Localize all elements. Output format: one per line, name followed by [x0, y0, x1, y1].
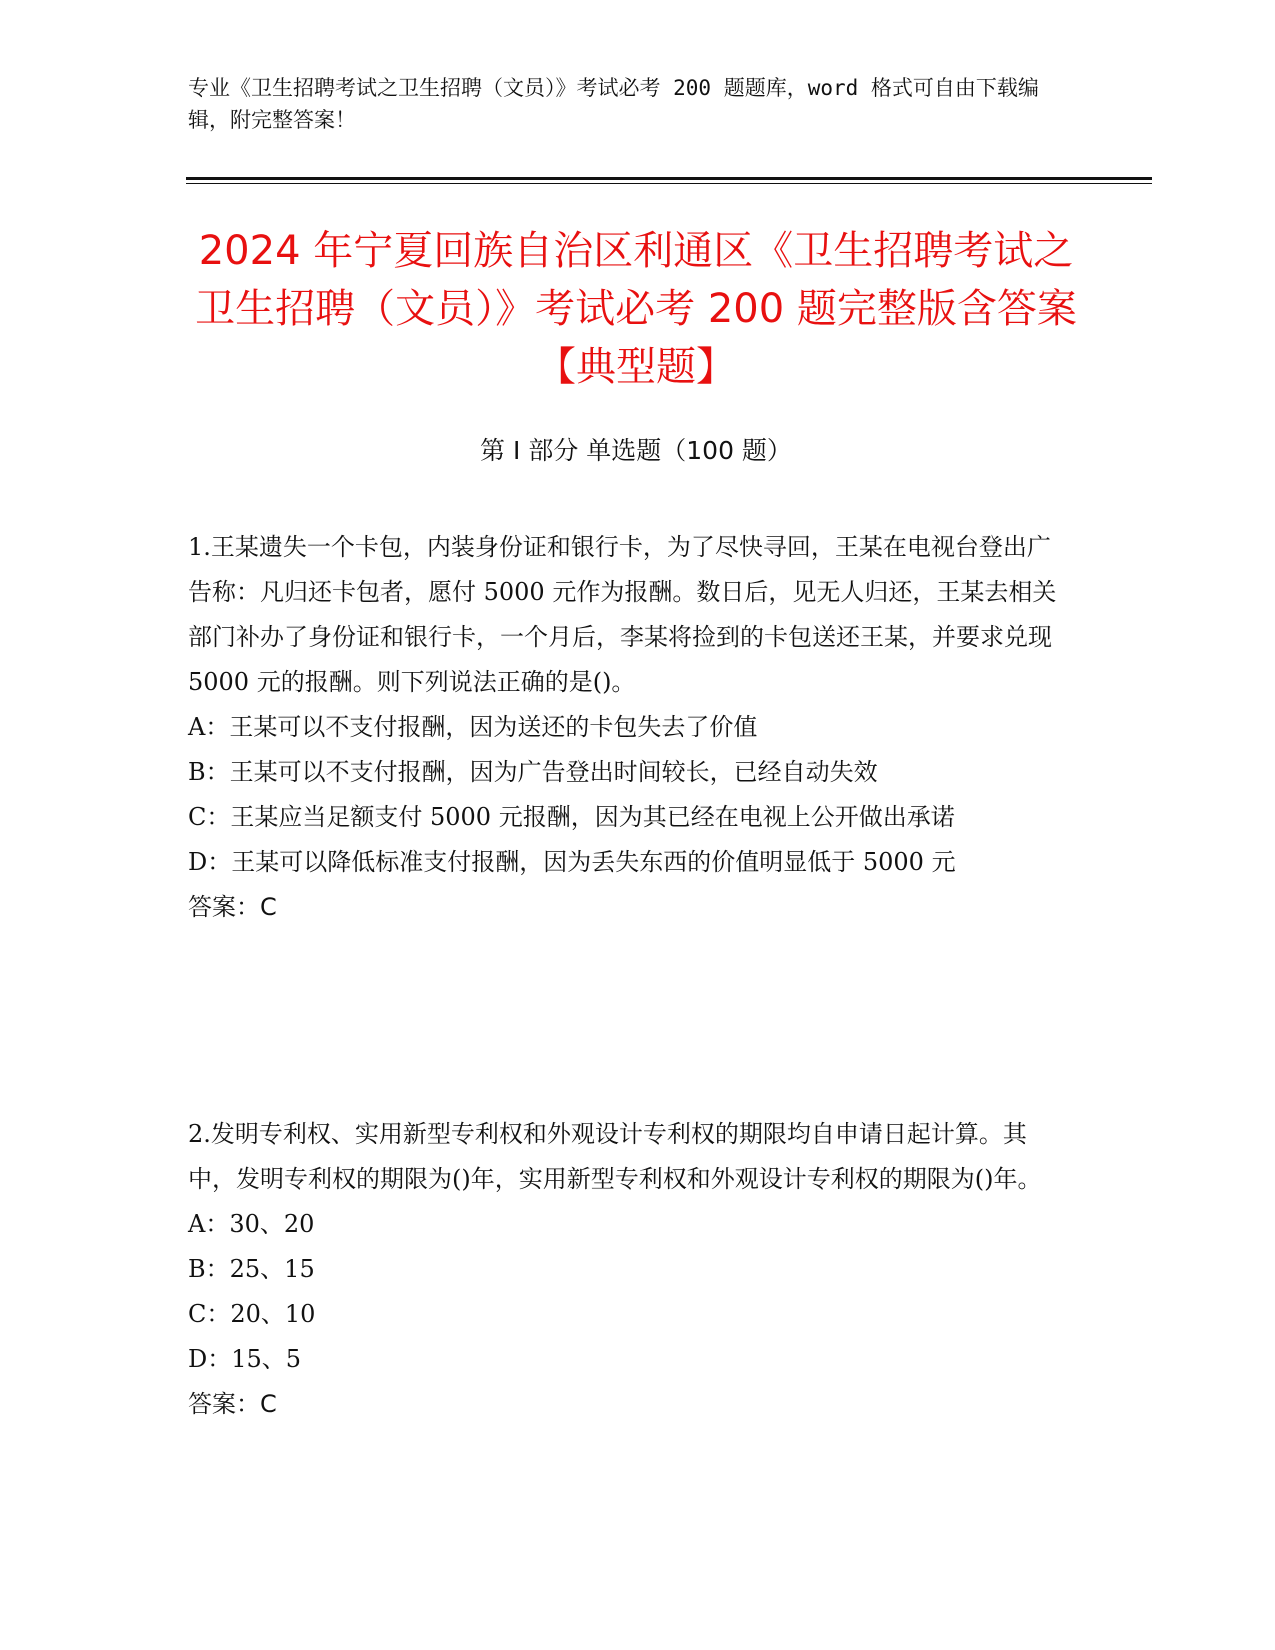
header-divider-thin — [186, 183, 1152, 184]
question-stem: 2.发明专利权、实用新型专利权和外观设计专利权的期限均自申请日起计算。其中，发明专利权的期限为()年，实用新型专利权和外观设计专利权的期限为()年。 — [188, 1120, 1042, 1193]
option-a: A：王某可以不支付报酬，因为送还的卡包失去了价值 — [188, 713, 758, 741]
option-c: C：王某应当足额支付 5000 元报酬，因为其已经在电视上公开做出承诺 — [188, 803, 955, 831]
answer: 答案：C — [188, 1390, 277, 1418]
option-d: D：王某可以降低标准支付报酬，因为丢失东西的价值明显低于 5000 元 — [188, 848, 956, 876]
option-b: B：25、15 — [188, 1255, 315, 1283]
option-c: C：20、10 — [188, 1300, 316, 1328]
question-stem: 1.王某遗失一个卡包，内装身份证和银行卡，为了尽快寻回，王某在电视台登出广告称：凡归还卡包者，愿付 5000 元作为报酬。数日后，见无人归还，王某去相关部门补办了身份证和银行卡，一个月后，李某将捡到的卡包送还王某，并要求兑现 5000 元的报酬。则下列说法正确的是()。 — [188, 533, 1057, 696]
question-1 — [188, 525, 1068, 930]
option-d: D：15、5 — [188, 1345, 302, 1373]
answer: 答案：C — [188, 893, 277, 921]
header-note: 专业《卫生招聘考试之卫生招聘（文员）》考试必考 200 题题库，word 格式可自由下载编辑，附完整答案！ — [188, 76, 1039, 132]
question-2 — [188, 1112, 1068, 1427]
section-title: 第 I 部分 单选题（100 题） — [480, 436, 792, 465]
option-b: B：王某可以不支付报酬，因为广告登出时间较长，已经自动失效 — [188, 758, 878, 786]
option-a: A：30、20 — [188, 1210, 315, 1238]
document-title: 2024 年宁夏回族自治区利通区《卫生招聘考试之卫生招聘（文员）》考试必考 200 题完整版含答案【典型题】 — [195, 228, 1077, 390]
header-divider-thick — [186, 177, 1152, 180]
